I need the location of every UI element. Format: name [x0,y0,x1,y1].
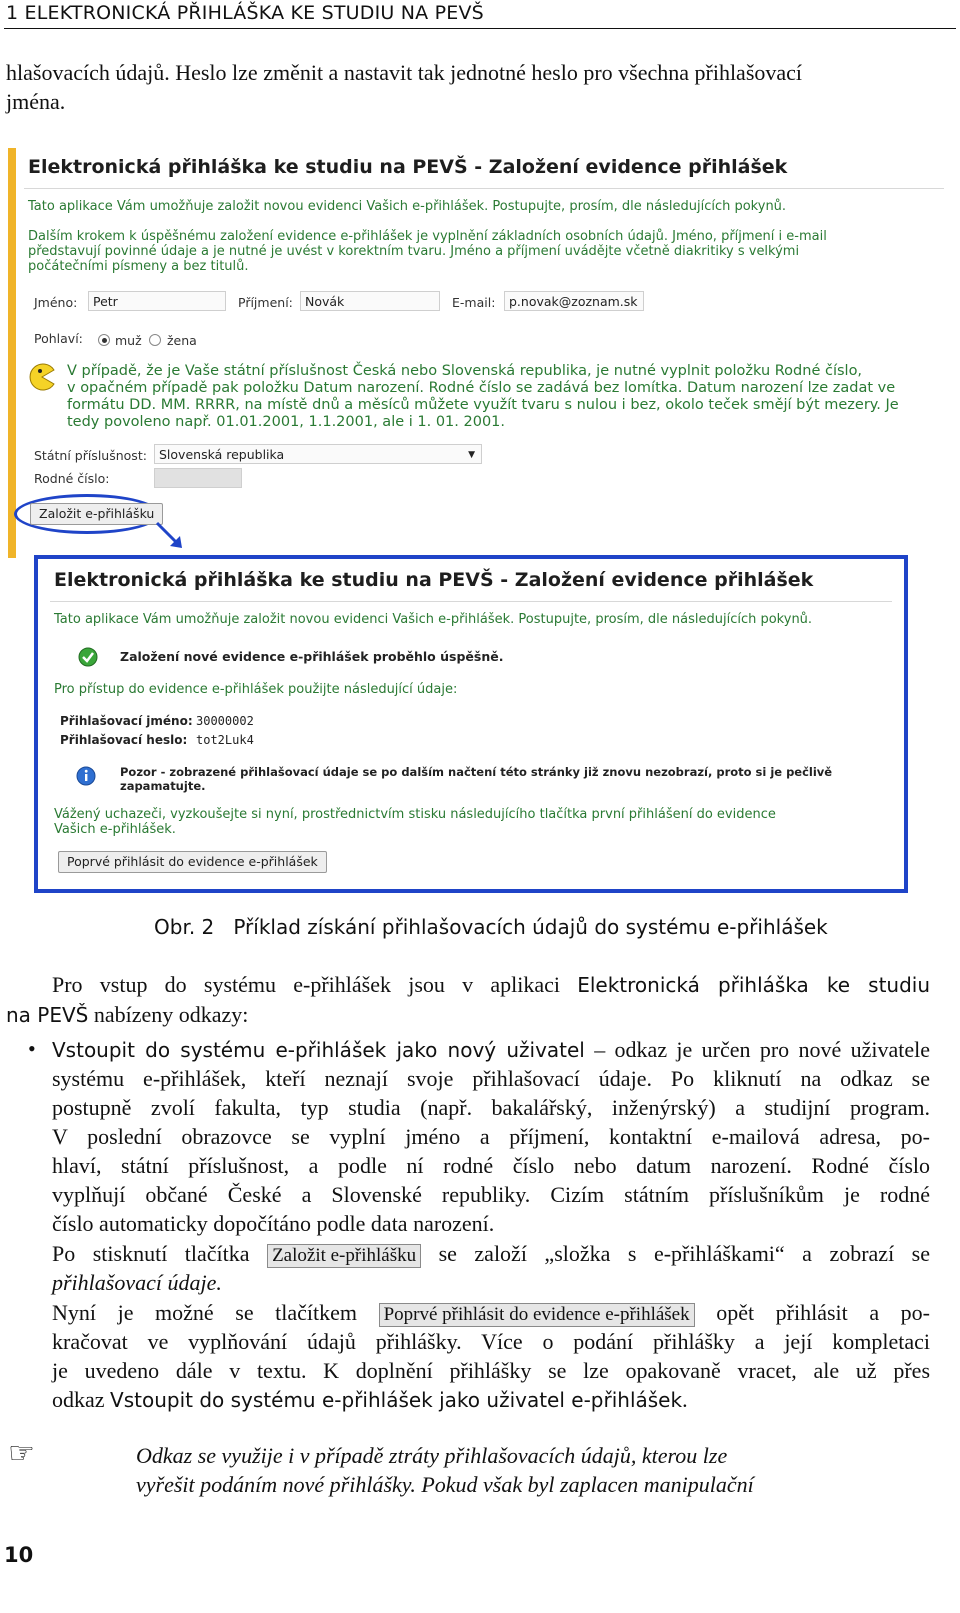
create-application-button[interactable]: Založit e-přihlášku [30,503,163,525]
bullet-line-8 [52,1239,930,1268]
bullet-text-10a: Nyní je možné se tlačítkem [52,1300,358,1325]
prijmeni-label: Příjmení: [238,295,293,310]
figure-number: Obr. 2 [154,915,215,939]
chevron-down-icon: ▼ [468,450,475,460]
invite-line-2: Vašich e-přihlášek. [54,822,176,837]
pointing-hand-icon: ☞ [8,1436,35,1471]
shot1-intro: Tato aplikace Vám umožňuje založit novou evidenci Vašich e-přihlášek. Postupujte, prosím, dle následujících pokynů. [28,199,787,214]
inline-create-button: Založit e-přihlášku [267,1244,421,1268]
login-label: Přihlašovací jméno: [60,714,193,728]
bullet-marker: • [28,1036,36,1061]
arrow-down-right-icon [154,520,188,554]
bullet-line-13 [52,1385,688,1415]
screenshot-create-evidence [8,148,952,558]
password-label: Přihlašovací heslo: [60,733,188,747]
invite-line-1: Vážený uchazeči, vyzkoušejte si nyní, prostřednictvím stisku následujícího tlačítka první přihlášení do evidence [54,807,776,822]
jmeno-field[interactable]: Petr [88,291,226,311]
shot2-title-divider [50,601,892,602]
note-line-1: Odkaz se využije i v případě ztráty přihlašovacích údajů, kterou lze [136,1443,728,1468]
note-line-3: formátu DD. MM. RRRR, na místě dnů a měsíců můžete využít tvaru s nulou i bez, okolo teček smějí být mezery. Je [67,397,899,413]
note-pacman-icon [28,363,56,391]
email-field[interactable]: p.novak@zoznam.sk [504,291,644,311]
shot2-title: Elektronická přihláška ke studiu na PEVŠ - Založení evidence přihlášek [54,569,814,591]
existing-user-link[interactable]: Vstoupit do systému e-přihlášek jako uživatel e-přihlášek [110,1388,683,1412]
birth-number-field[interactable] [154,468,242,488]
bullet-line-10 [52,1298,930,1327]
email-label: E-mail: [452,295,496,310]
app-name: Elektronická přihláška ke studiu [577,973,931,997]
figure-caption [154,915,828,939]
gender-female-radio[interactable] [149,334,161,346]
accent-bar [8,148,16,558]
password-value: tot2Luk4 [196,733,254,747]
bullet-line-7: číslo automaticky dopočítáno podle data narození. [52,1211,495,1236]
bullet-line-1 [52,1035,930,1065]
header-rule [4,28,956,29]
shot1-title: Elektronická přihláška ke studiu na PEVŠ - Založení evidence přihlášek [28,156,788,178]
citizenship-label: Státní příslušnost: [34,448,147,463]
screenshot-evidence-created [34,555,908,893]
success-message: Založení nové evidence e-přihlášek proběhlo úspěšně. [120,649,504,664]
prijmeni-field[interactable]: Novák [300,291,440,311]
note-line-2: v opačném případě pak položku Datum narození. Rodné číslo se zadává bez lomítka. Datum narození lze zadat ve [67,380,896,396]
bullet-line-4: V poslední obrazovce se vyplní jméno a příjmení, kontaktní e-mailová adresa, po- [52,1124,930,1149]
figure-caption-text: Příklad získání přihlašovacích údajů do systému e-přihlášek [233,915,828,939]
first-login-button[interactable]: Poprvé přihlásit do evidence e-přihlášek [58,851,327,873]
warning-line-2: zapamatujte. [120,779,206,793]
gender-label: Pohlaví: [34,331,83,346]
access-intro: Pro přístup do evidence e-přihlášek použijte následující údaje: [54,682,458,697]
citizenship-value: Slovenská republika [159,447,285,462]
bullet-text-10b: opět přihlásit a po- [716,1300,930,1325]
bullet-line-6: vyplňují občané České a Slovenské republiky. Cizím státním příslušníkům je rodné [52,1182,930,1207]
para-text-a: Pro vstup do systému e-přihlášek jsou v aplikaci [52,972,560,997]
citizenship-select[interactable] [154,444,482,464]
bullet-line-9: přihlašovací údaje. [52,1270,222,1295]
warning-line-1: Pozor - zobrazené přihlašovací údaje se po dalším načtení této stránky již znovu nezobrazí, proto si je pečlivě [120,765,833,779]
shot1-info-line-2: představují povinné údaje a je nutné je uvést v korektním tvaru. Jméno a příjmení uvádějte včetně diakritiky s velkými [28,244,800,259]
intro-line-2: jména. [6,89,66,114]
bullet-line-2: systému e-přihlášek, kteří neznají svoje přihlašovací údaje. Po kliknutí na odkaz se [52,1066,930,1091]
shot1-title-divider [24,188,944,189]
note-line-1: V případě, že je Vaše státní příslušnost Česká nebo Slovenská republika, je nutné vyplnit položku Rodné číslo, [67,363,863,379]
bullet-line-5: hlaví, státní příslušnost, a podle ní rodné číslo nebo datum narození. Rodné číslo [52,1153,930,1178]
intro-line-1: hlašovacích údajů. Heslo lze změnit a nastavit tak jednotné heslo pro všechna přihlašovací [6,60,803,85]
gender-male-radio[interactable] [98,334,110,346]
login-value: 30000002 [196,714,254,728]
bullet-text-13b: . [682,1387,688,1412]
note-line-4: tedy povoleno např. 01.01.2001, 1.1.2001, ale i 1. 01. 2001. [67,414,506,430]
new-user-link[interactable]: Vstoupit do systému e-přihlášek jako nový uživatel [52,1038,585,1062]
running-header: 1 ELEKTRONICKÁ PŘIHLÁŠKA KE STUDIU NA PEVŠ [6,2,484,24]
success-check-icon [78,647,98,667]
bullet-line-12: je uvedeno dále v textu. K doplnění přihlášky se lze opakovaně vracet, ale už přes [52,1358,930,1383]
para-line-1 [52,970,930,1000]
note-line-2: vyřešit podáním nové přihlášky. Pokud však byl zaplacen manipulační [136,1472,754,1497]
shot2-intro: Tato aplikace Vám umožňuje založit novou evidenci Vašich e-přihlášek. Postupujte, prosím, dle následujících pokynů. [54,612,813,627]
birth-number-label: Rodné číslo: [34,471,110,486]
bullet-line-3: postupně zvolí fakulta, typ studia (např. bakalářský, inženýrský) a studijní program. [52,1095,930,1120]
jmeno-label: Jméno: [34,295,78,310]
bullet-text-1: – odkaz je určen pro nové uživatele [594,1037,931,1062]
gender-female-label: žena [167,333,197,348]
bullet-line-11: kračovat ve vyplňování údajů přihlášky. Více o podání přihlášky a její kompletaci [52,1329,930,1354]
bullet-text-8b: se založí „složka s e-přihláškami“ a zobrazí se [438,1241,931,1266]
inline-first-login-button: Poprvé přihlásit do evidence e-přihlášek [379,1303,695,1327]
shot1-info-line-3: počátečními písmeny a bez titulů. [28,259,249,274]
shot1-info-line-1: Dalším krokem k úspěšnému založení evidence e-přihlášek je vyplnění základních osobních údajů. Jméno, příjmení i e-mail [28,229,827,244]
para-text-b: nabízeny odkazy: [93,1002,249,1027]
para-line-2 [6,1000,248,1030]
page-number: 10 [4,1543,34,1567]
bullet-text-8a: Po stisknutí tlačítka [52,1241,250,1266]
gender-male-label: muž [115,333,142,348]
app-name-end: na PEVŠ [6,1003,89,1027]
bullet-text-13a: odkaz [52,1387,105,1412]
info-icon [76,766,96,786]
